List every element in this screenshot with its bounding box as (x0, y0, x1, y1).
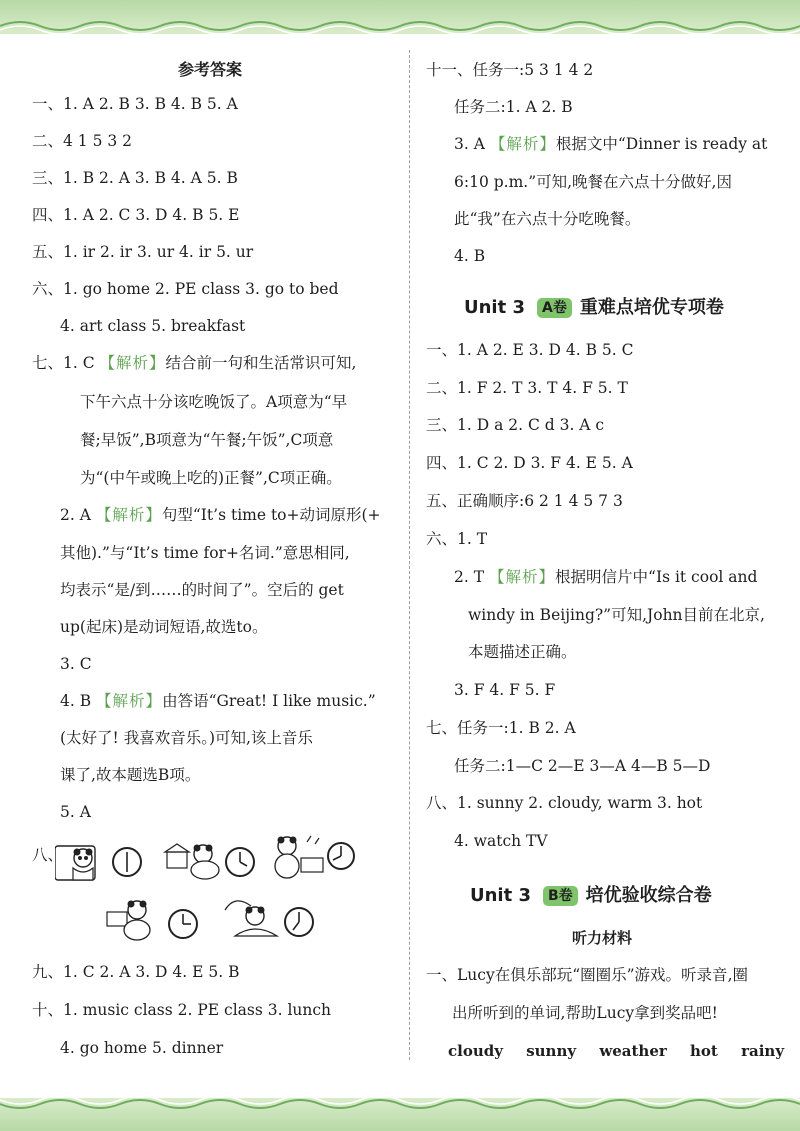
analysis-tag: 【解析】 (99, 354, 166, 372)
q7-4 (60, 691, 376, 711)
column-divider (409, 50, 410, 1060)
q11-task2: 任务二:1. A 2. B (454, 98, 573, 116)
q7-4-text: 由答语“Great! I like music.” (162, 692, 376, 710)
word-item: sunny (526, 1042, 577, 1060)
word-list (448, 1041, 800, 1061)
word-item: weather (599, 1042, 667, 1060)
answer-line-3: 三、1. B 2. A 3. B 4. A 5. B (32, 169, 238, 187)
panda-clock-1 (55, 846, 141, 880)
a-line-5: 五、正确顺序:6 2 1 4 5 7 3 (426, 492, 623, 510)
q7-1-line2: 下午六点十分该吃晚饭了。A项意为“早 (80, 393, 348, 411)
analysis-tag: 【解析】 (96, 692, 163, 710)
q7-1-head: 七、1. C (32, 354, 95, 372)
q7-1-line3: 餐;早饭”,B项意为“午餐;午饭”,C项意 (80, 431, 334, 449)
unit-label: Unit 3 (470, 885, 531, 906)
unit-a-title: 重难点培优专项卷 (579, 297, 724, 318)
panda-clock-4 (107, 901, 197, 941)
q6-3: 3. F 4. F 5. F (454, 681, 556, 699)
q7-2-line4: up(起床)是动词短语,故选to。 (60, 618, 268, 636)
answer-line-5: 五、1. ir 2. ir 3. ur 4. ir 5. ur (32, 243, 254, 261)
q7-2-head: 2. A (60, 506, 91, 524)
q9: 九、1. C 2. A 3. D 4. E 5. B (32, 963, 240, 981)
bottom-wave-pattern (0, 1098, 800, 1131)
q8-illustrations (55, 832, 355, 952)
q6-2-text: 根据明信片中“Is it cool and (555, 568, 758, 586)
q7-2-line3: 均表示“是/到……的时间了”。空后的 get (60, 581, 344, 599)
q7-task2: 任务二:1—C 2—E 3—A 4—B 5—D (454, 757, 711, 775)
a-paper-badge: A卷 (537, 298, 572, 318)
q7-4-head: 4. B (60, 692, 92, 710)
q11-3-line3: 此“我”在六点十分吃晚餐。 (454, 210, 641, 228)
q8-line2: 4. watch TV (454, 832, 548, 850)
q7-2-line2: 其他).”与“It’s time for+名词.”意思相同, (60, 544, 350, 562)
q11-3-line2: 6:10 p.m.”可知,晚餐在六点十分做好,因 (454, 173, 732, 191)
q7-3: 3. C (60, 655, 92, 673)
q7-1-line4: 为“(中午或晚上吃的)正餐”,C项正确。 (80, 469, 342, 487)
q11-3-text: 根据文中“Dinner is ready at (555, 135, 768, 153)
a-line-3: 三、1. D a 2. C d 3. A c (426, 416, 605, 434)
word-item: rainy (741, 1042, 785, 1060)
q11-3-head: 3. A (454, 135, 485, 153)
q7-4-line2: (太好了! 我喜欢音乐。)可知,该上音乐 (60, 729, 313, 747)
word-item: hot (690, 1042, 718, 1060)
q6-2-line3: 本题描述正确。 (468, 643, 577, 661)
page-title: 参考答案 (178, 60, 243, 79)
q7-1-text: 结合前一句和生活常识可知, (165, 354, 357, 372)
top-wave-pattern (0, 0, 800, 34)
answer-line-2: 二、4 1 5 3 2 (32, 132, 133, 150)
analysis-tag: 【解析】 (489, 135, 556, 153)
q11-task1: 十一、任务一:5 3 1 4 2 (426, 61, 594, 79)
q7-2 (60, 505, 381, 525)
analysis-tag: 【解析】 (489, 568, 556, 586)
panda-clock-3 (275, 836, 354, 878)
q11-4: 4. B (454, 247, 486, 265)
answer-line-6: 六、1. go home 2. PE class 3. go to bed (32, 280, 339, 298)
q7-5: 5. A (60, 803, 91, 821)
answer-line-4: 四、1. A 2. C 3. D 4. B 5. E (32, 206, 240, 224)
q11-3 (454, 134, 767, 154)
q7-2-text: 句型“It’s time to+动词原形(+ (161, 506, 381, 524)
q6-2-line2: windy in Beijing?”可知,John目前在北京, (468, 606, 765, 624)
listening-q1-line2: 出所听到的单词,帮助Lucy拿到奖品吧! (452, 1004, 718, 1022)
top-decorative-band (0, 0, 800, 34)
panda-clock-5 (225, 901, 313, 936)
panda-clock-2 (165, 844, 254, 879)
b-paper-badge: B卷 (543, 886, 578, 906)
q6-2 (454, 567, 757, 587)
a-line-2: 二、1. F 2. T 3. T 4. F 5. T (426, 379, 628, 397)
analysis-tag: 【解析】 (95, 506, 162, 524)
q7-task1: 七、任务一:1. B 2. A (426, 719, 576, 737)
q8-line1: 八、1. sunny 2. cloudy, warm 3. hot (426, 794, 703, 812)
a-line-4: 四、1. C 2. D 3. F 4. E 5. A (426, 454, 633, 472)
q7-1 (32, 353, 356, 373)
bottom-decorative-band (0, 1098, 800, 1131)
answer-line-1: 一、1. A 2. B 3. B 4. B 5. A (32, 95, 238, 113)
a-line-6: 六、1. T (426, 530, 488, 548)
q6-2-head: 2. T (454, 568, 485, 586)
word-item: cloudy (448, 1042, 503, 1060)
q10-line2: 4. go home 5. dinner (60, 1039, 224, 1057)
a-line-1: 一、1. A 2. E 3. D 4. B 5. C (426, 341, 634, 359)
unit3-a-header (464, 296, 724, 320)
listening-q1-line1: 一、Lucy在俱乐部玩“圈圈乐”游戏。听录音,圈 (426, 966, 748, 984)
unit-label: Unit 3 (464, 297, 525, 318)
listening-heading: 听力材料 (572, 929, 633, 947)
q7-4-line3: 课了,故本题选B项。 (60, 766, 201, 784)
unit3-b-header (470, 884, 712, 908)
q8-label: 八、 (32, 846, 64, 864)
unit-b-title: 培优验收综合卷 (585, 885, 712, 906)
answer-line-6b: 4. art class 5. breakfast (60, 317, 246, 335)
q10: 十、1. music class 2. PE class 3. lunch (32, 1001, 332, 1019)
